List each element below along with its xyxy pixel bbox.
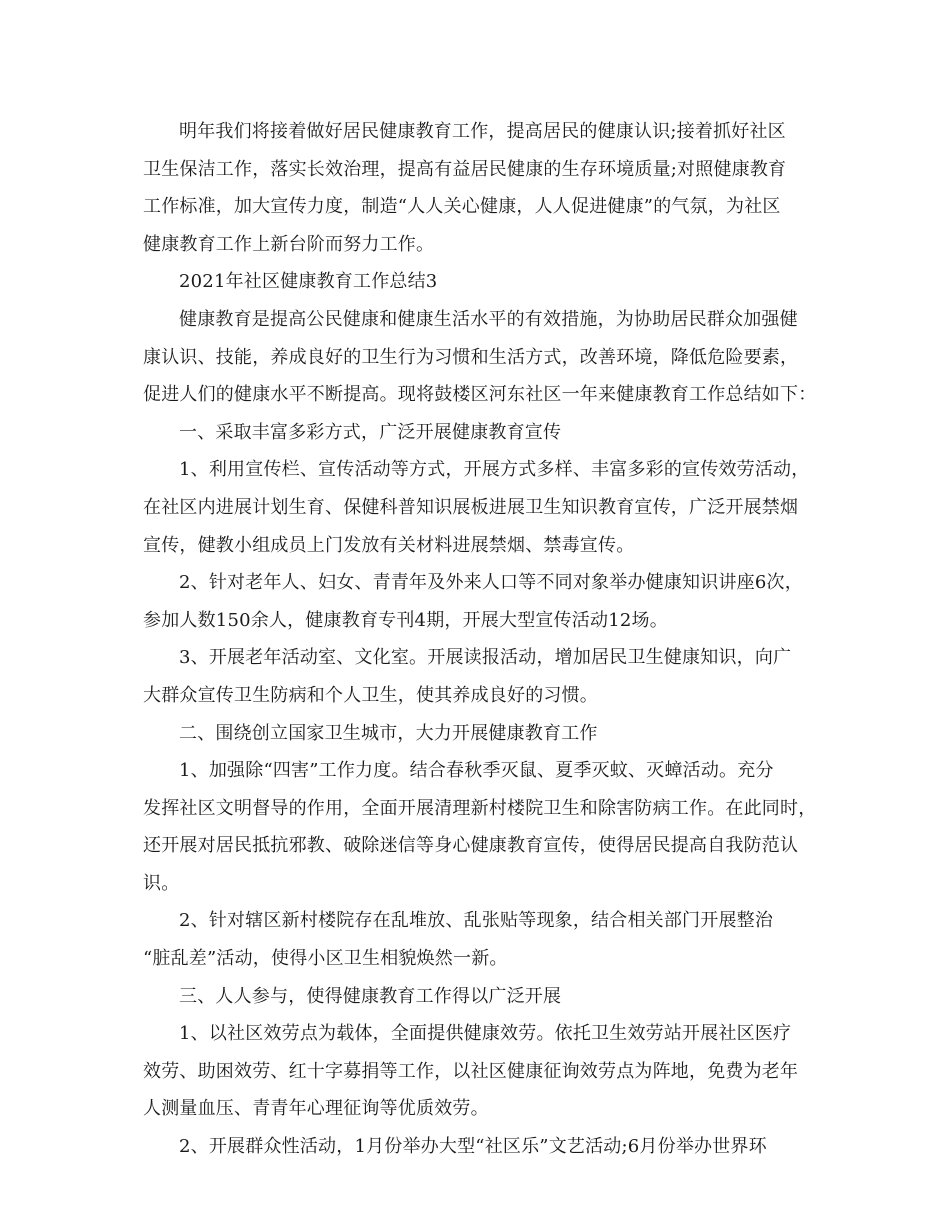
text-line: 参加人数150余人，健康教育专刊4期，开展大型宣传活动12场。	[143, 609, 668, 631]
body-paragraph	[143, 639, 823, 714]
section-heading	[143, 715, 823, 753]
text-line: 效劳、助困效劳、红十字募捐等工作，以社区健康征询效劳点为阵地，免费为老年	[143, 1060, 799, 1082]
text-line: 康认识、技能，养成良好的卫生行为习惯和生活方式，改善环境，降低危险要素，	[143, 346, 799, 368]
body-paragraph	[143, 451, 823, 564]
text-line: 1、以社区效劳点为载体，全面提供健康效劳。依托卫生效劳站开展社区医疗	[179, 1023, 792, 1045]
text-line: 促进人们的健康水平不断提高。现将鼓楼区河东社区一年来健康教育工作总结如下：	[143, 384, 817, 406]
body-paragraph	[143, 1015, 823, 1128]
section-heading	[143, 414, 823, 452]
text-line: 工作标准，加大宣传力度，制造“人人关心健康，人人促进健康”的气氛，为社区	[143, 196, 781, 218]
text-line: 大群众宣传卫生防病和个人卫生，使其养成良好的习惯。	[143, 684, 598, 706]
body-paragraph	[143, 564, 823, 639]
body-paragraph	[143, 113, 823, 263]
body-paragraph	[143, 1128, 823, 1166]
text-line: 1、利用宣传栏、宣传活动等方式，开展方式多样、丰富多彩的宣传效劳活动，	[179, 459, 810, 481]
text-line: 宣传，健教小组成员上门发放有关材料进展禁烟、禁毒宣传。	[143, 534, 635, 556]
text-line: 人测量血压、青青年心理征询等优质效劳。	[143, 1098, 489, 1120]
document-body	[143, 113, 823, 1166]
text-line: 一、采取丰富多彩方式，广泛开展健康教育宣传	[179, 421, 562, 443]
section-heading	[143, 978, 823, 1016]
text-line: 健康教育是提高公民健康和健康生活水平的有效措施，为协助居民群众加强健	[179, 308, 798, 330]
section-title	[143, 263, 823, 301]
text-line: 1、加强除“四害”工作力度。结合春秋季灭鼠、夏季灭蚊、灭蟑活动。充分	[179, 760, 774, 782]
body-paragraph	[143, 752, 823, 902]
text-line: 三、人人参与，使得健康教育工作得以广泛开展	[179, 985, 562, 1007]
text-line: “脏乱差”活动，使得小区卫生相貌焕然一新。	[143, 948, 508, 970]
text-line: 3、开展老年活动室、文化室。开展读报活动，增加居民卫生健康知识，向广	[179, 647, 792, 669]
body-paragraph	[143, 301, 823, 414]
text-line: 健康教育工作上新台阶而努力工作。	[143, 233, 435, 255]
text-line: 二、围绕创立国家卫生城市，大力开展健康教育工作	[179, 722, 598, 744]
text-line: 2、开展群众性活动，1月份举办大型“社区乐”文艺活动;6月份举办世界环	[179, 1136, 767, 1158]
text-line: 卫生保洁工作，落实长效治理，提高有益居民健康的生存环境质量;对照健康教育	[143, 158, 787, 180]
text-line: 发挥社区文明督导的作用，全面开展清理新村楼院卫生和除害防病工作。在此同时，	[143, 797, 817, 819]
text-line: 在社区内进展计划生育、保健科普知识展板进展卫生知识教育宣传，广泛开展禁烟	[143, 496, 799, 518]
text-line: 明年我们将接着做好居民健康教育工作，提高居民的健康认识;接着抓好社区	[179, 121, 786, 142]
text-line: 2021年社区健康教育工作总结3	[179, 271, 438, 293]
body-paragraph	[143, 902, 823, 977]
text-line: 识。	[143, 872, 180, 894]
text-line: 还开展对居民抵抗邪教、破除迷信等身心健康教育宣传，使得居民提高自我防范认	[143, 835, 799, 857]
text-line: 2、针对辖区新村楼院存在乱堆放、乱张贴等现象，结合相关部门开展整治	[179, 910, 774, 932]
text-line: 2、针对老年人、妇女、青青年及外来人口等不同对象举办健康知识讲座6次，	[179, 572, 803, 594]
